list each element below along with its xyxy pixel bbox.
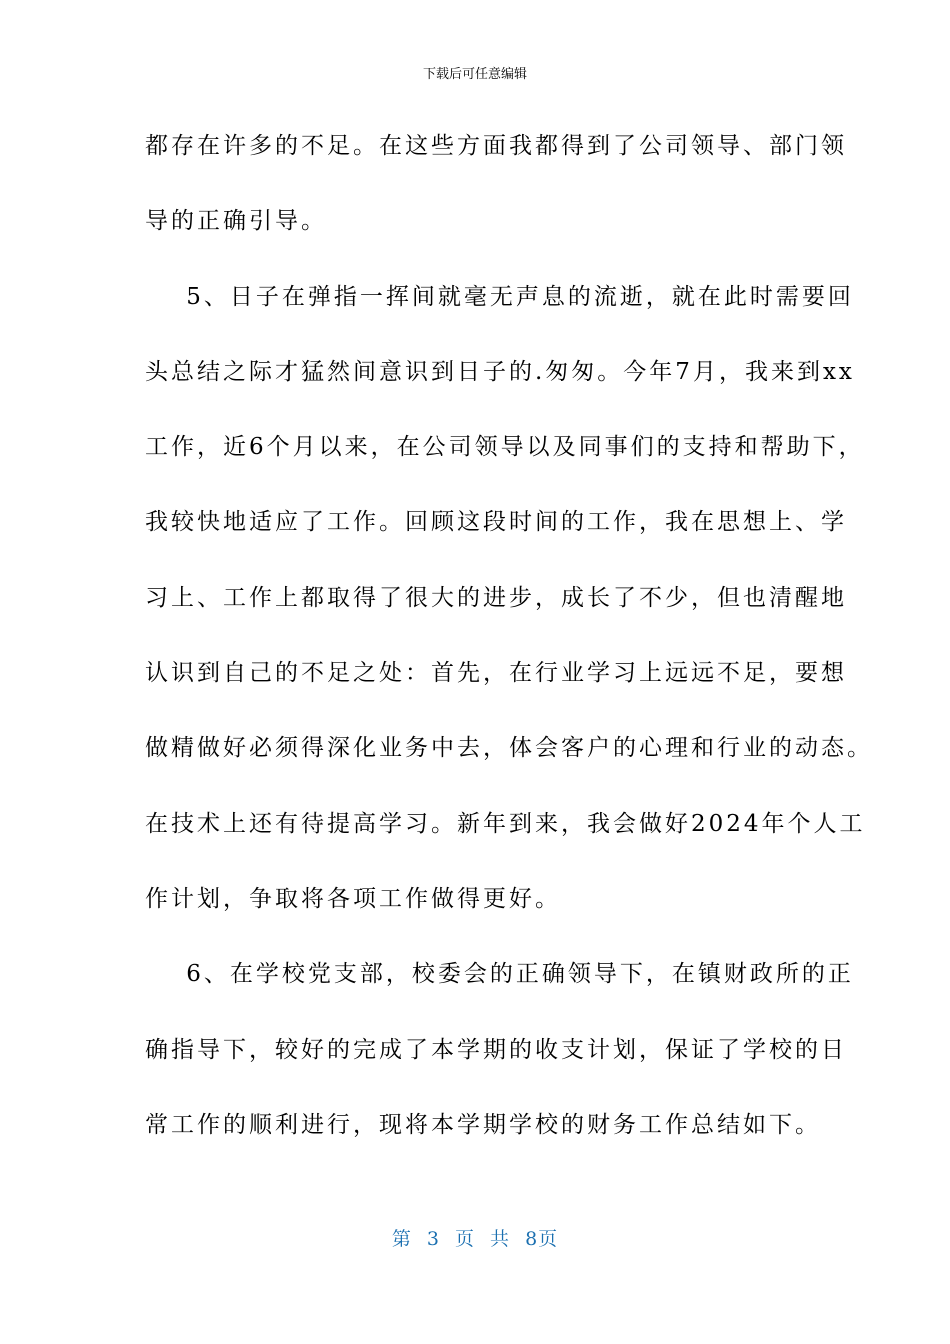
document-body	[145, 120, 873, 1174]
header-note: 下载后可任意编辑	[422, 67, 527, 82]
page-number: 第 3 页 共 8页	[391, 1228, 559, 1250]
text-line: 习上、工作上都取得了很大的进步，成长了不少，但也清醒地	[145, 584, 847, 611]
paragraph-6-start: 6、在学校党支部，校委会的正确领导下，在镇财政所的正	[145, 961, 854, 988]
text-line: 作计划，争取将各项工作做得更好。	[145, 885, 561, 912]
text-line: 导的正确引导。	[145, 208, 327, 235]
text-line: 在技术上还有待提高学习。新年到来，我会做好2024年个人工	[145, 810, 866, 837]
paragraph-5-start: 5、日子在弹指一挥间就毫无声息的流逝，就在此时需要回	[145, 283, 854, 310]
text-line: 头总结之际才猛然间意识到日子的.匆匆。今年7月，我来到xx	[145, 358, 855, 385]
text-line: 做精做好必须得深化业务中去，体会客户的心理和行业的动态。	[145, 735, 873, 762]
text-line: 都存在许多的不足。在这些方面我都得到了公司领导、部门领	[145, 133, 847, 159]
text-line: 确指导下，较好的完成了本学期的收支计划，保证了学校的日	[145, 1036, 847, 1063]
text-line: 工作，近6个月以来，在公司领导以及同事们的支持和帮助下，	[145, 434, 865, 461]
text-line: 认识到自己的不足之处：首先，在行业学习上远远不足，要想	[145, 660, 847, 687]
text-line: 我较快地适应了工作。回顾这段时间的工作，我在思想上、学	[145, 509, 847, 536]
text-line: 常工作的顺利进行，现将本学期学校的财务工作总结如下。	[145, 1111, 821, 1138]
